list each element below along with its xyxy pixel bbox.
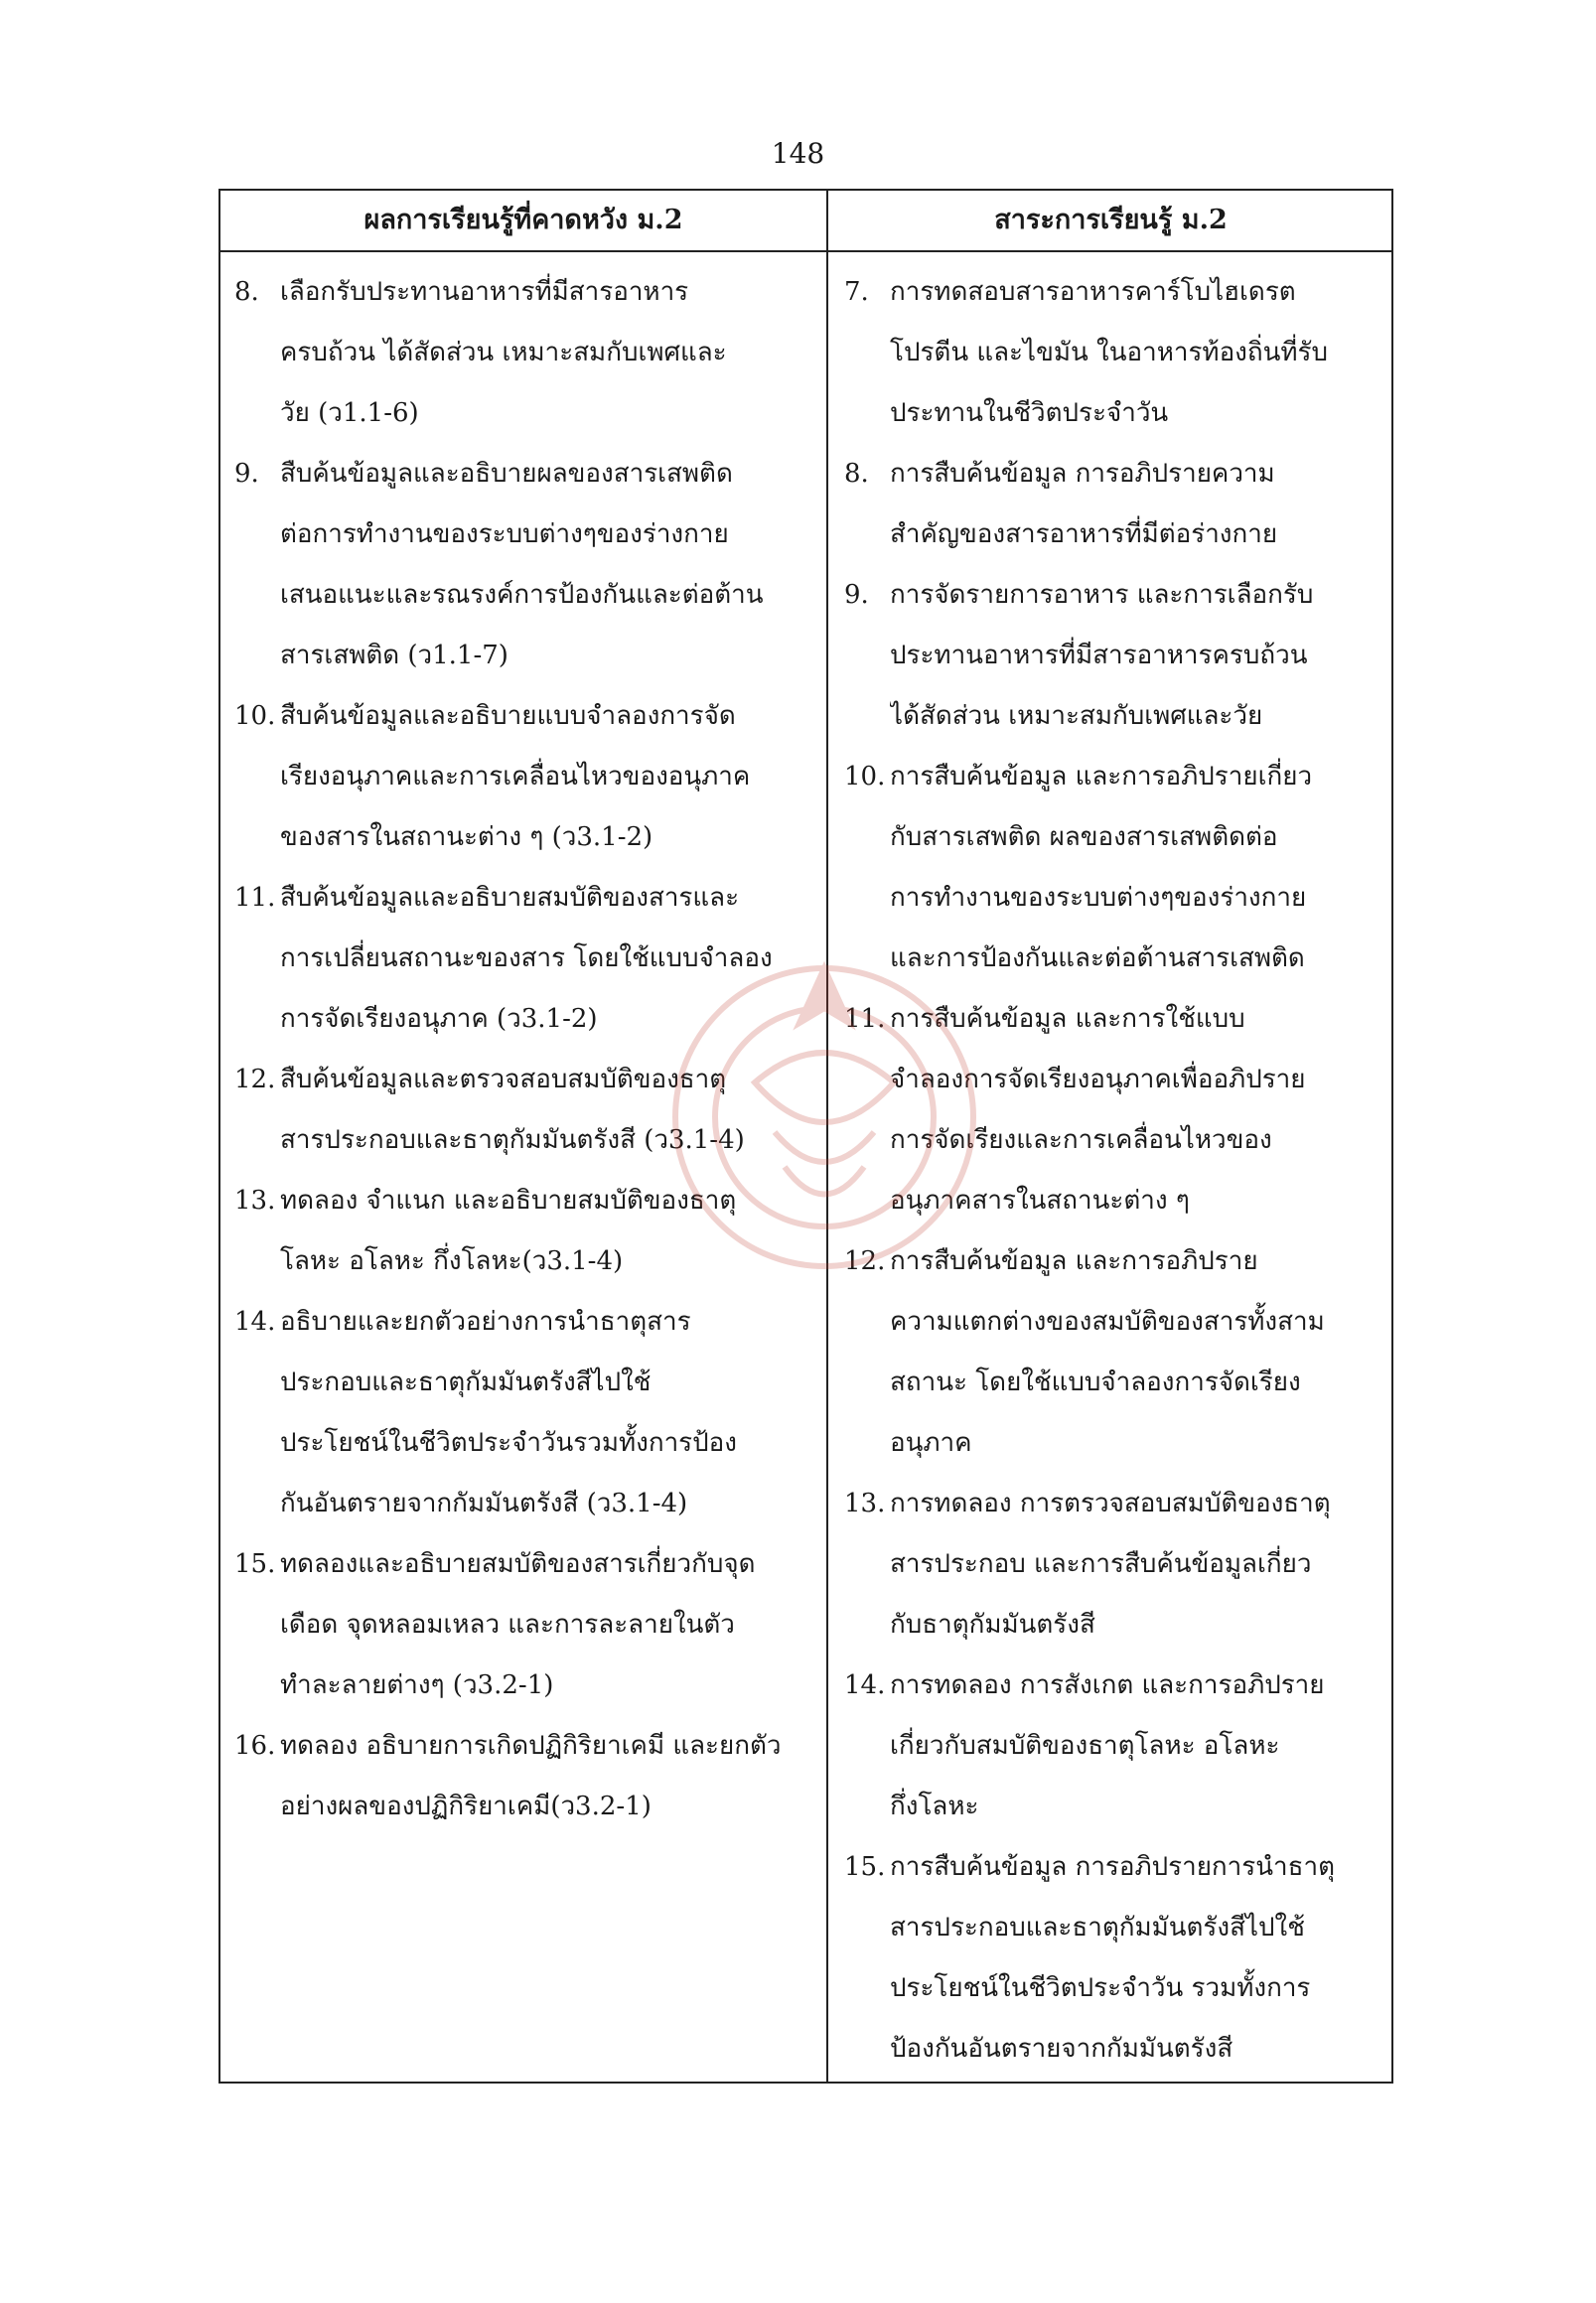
outcome-item-text-line: โลหะ อโลหะ กึ่งโลหะ(ว3.1-4) [280,1246,624,1276]
outcome-item-number: 8. [234,277,259,307]
content-item-text-line: การทำงานของระบบต่างๆของร่างกาย [890,883,1307,913]
curriculum-table [218,189,1393,2084]
outcome-item [234,1050,820,1171]
outcome-item-number: 15. [234,1549,276,1579]
outcome-item-text-line: สารเสพติด (ว1.1-7) [280,641,508,670]
content-item-text-line: ประทานอาหารที่มีสารอาหารครบถ้วน [890,641,1308,670]
content-item-text-line: การทดลอง การตรวจสอบสมบัติของธาตุ [890,1489,1331,1518]
outcome-item-text-line: ต่อการทำงานของระบบต่างๆของร่างกาย [280,519,729,549]
outcome-item-text-line: การเปลี่ยนสถานะของสาร โดยใช้แบบจำลอง [280,943,773,973]
outcome-item-text-line: ประโยชน์ในชีวิตประจำวันรวมทั้งการป้อง [280,1428,737,1458]
outcome-item-text-line: วัย (ว1.1-6) [280,398,419,428]
content-item-text-line: กับธาตุกัมมันตรังสี [890,1610,1095,1640]
content-item-text-line: การทดลอง การสังเกต และการอภิปราย [890,1670,1325,1700]
outcome-item-number: 12. [234,1065,276,1094]
header-expected-outcomes: ผลการเรียนรู้ที่คาดหวัง ม.2 [363,205,683,235]
content-item-text-line: อนุภาคสารในสถานะต่าง ๆ [890,1186,1190,1216]
content-item-number: 7. [844,277,869,307]
content-item [844,1231,1388,1474]
outcome-item-number: 16. [234,1731,276,1761]
content-item-text-line: ป้องกันอันตรายจากกัมมันตรังสี [890,2034,1233,2064]
content-item [844,1837,1388,2080]
outcome-item-text-line: ทดลองและอธิบายสมบัติของสารเกี่ยวกับจุด [280,1549,756,1579]
content-item-text-line: อนุภาค [890,1428,972,1458]
content-item-text-line: กับสารเสพติด ผลของสารเสพติดต่อ [890,822,1278,852]
content-item-text-line: การทดสอบสารอาหารคาร์โบไฮเดรต [890,277,1296,307]
content-item-text-line: ประทานในชีวิตประจำวัน [890,398,1169,428]
content-item-number: 13. [844,1489,886,1518]
content-item-number: 10. [844,762,886,792]
outcome-item-text-line: เรียงอนุภาคและการเคลื่อนไหวของอนุภาค [280,762,751,792]
outcome-item-number: 10. [234,701,276,731]
header-learning-content: สาระการเรียนรู้ ม.2 [994,205,1228,235]
outcome-item-number: 9. [234,459,259,489]
outcome-item [234,868,820,1050]
outcome-item-text-line: อย่างผลของปฏิกิริยาเคมี(ว3.2-1) [280,1792,652,1821]
outcome-item [234,686,820,868]
content-item [844,262,1388,444]
outcome-item-text-line: ทดลอง อธิบายการเกิดปฏิกิริยาเคมี และยกตัว [280,1731,782,1761]
content-item-text-line: จำลองการจัดเรียงอนุภาคเพื่ออภิปราย [890,1065,1306,1094]
content-item-number: 9. [844,580,869,610]
content-item-text-line: และการป้องกันและต่อต้านสารเสพติด [890,943,1305,973]
outcome-item-text-line: ประกอบและธาตุกัมมันตรังสีไปใช้ [280,1367,652,1397]
content-item-text-line: การสืบค้นข้อมูล การอภิปรายความ [890,459,1275,489]
outcome-item-text-line: ทำละลายต่างๆ (ว3.2-1) [280,1670,554,1700]
content-item-text-line: การสืบค้นข้อมูล การอภิปรายการนำธาตุ [890,1852,1335,1882]
table-header [220,191,1391,252]
column-divider [826,191,828,2082]
outcome-item-text-line: สืบค้นข้อมูลและตรวจสอบสมบัติของธาตุ [280,1065,727,1094]
content-item-text-line: กึ่งโลหะ [890,1792,979,1821]
outcome-item-number: 11. [234,883,276,913]
outcome-item-text-line: เลือกรับประทานอาหารที่มีสารอาหาร [280,277,689,307]
content-item [844,565,1388,747]
outcome-item [234,1716,820,1837]
content-item-number: 12. [844,1246,886,1276]
outcome-item-text-line: อธิบายและยกตัวอย่างการนำธาตุสาร [280,1307,691,1337]
outcome-item-text-line: การจัดเรียงอนุภาค (ว3.1-2) [280,1004,598,1034]
expected-outcomes-column [234,262,820,1837]
content-item-text-line: การจัดเรียงและการเคลื่อนไหวของ [890,1125,1272,1155]
content-item-text-line: สารประกอบ และการสืบค้นข้อมูลเกี่ยว [890,1549,1312,1579]
content-item-text-line: สถานะ โดยใช้แบบจำลองการจัดเรียง [890,1367,1301,1397]
content-item-text-line: การสืบค้นข้อมูล และการใช้แบบ [890,1004,1245,1034]
outcome-item [234,262,820,444]
outcome-item-number: 14. [234,1307,276,1337]
content-item [844,747,1388,989]
content-item-text-line: โปรตีน และไขมัน ในอาหารท้องถิ่นที่รับ [890,338,1328,367]
content-item-text-line: ได้สัดส่วน เหมาะสมกับเพศและวัย [890,701,1263,731]
outcome-item-text-line: ครบถ้วน ได้สัดส่วน เหมาะสมกับเพศและ [280,338,727,367]
outcome-item-text-line: เดือด จุดหลอมเหลว และการละลายในตัว [280,1610,735,1640]
content-item-text-line: เกี่ยวกับสมบัติของธาตุโลหะ อโลหะ [890,1731,1280,1761]
page-number: 148 [771,137,825,170]
content-item-text-line: ประโยชน์ในชีวิตประจำวัน รวมทั้งการ [890,1973,1311,2003]
outcome-item-text-line: ของสารในสถานะต่าง ๆ (ว3.1-2) [280,822,653,852]
outcome-item-text-line: กันอันตรายจากกัมมันตรังสี (ว3.1-4) [280,1489,688,1518]
content-item-text-line: การสืบค้นข้อมูล และการอภิปรายเกี่ยว [890,762,1313,792]
content-item-text-line: การสืบค้นข้อมูล และการอภิปราย [890,1246,1258,1276]
content-item-number: 14. [844,1670,886,1700]
outcome-item [234,444,820,686]
learning-content-column [844,262,1388,2080]
content-item-text-line: สำคัญของสารอาหารที่มีต่อร่างกาย [890,519,1278,549]
content-item-text-line: การจัดรายการอาหาร และการเลือกรับ [890,580,1314,610]
outcome-item [234,1171,820,1292]
content-item-number: 15. [844,1852,886,1882]
outcome-item-text-line: ทดลอง จำแนก และอธิบายสมบัติของธาตุ [280,1186,737,1216]
outcome-item-text-line: สืบค้นข้อมูลและอธิบายผลของสารเสพติด [280,459,733,489]
content-item [844,444,1388,565]
content-item-text-line: สารประกอบและธาตุกัมมันตรังสีไปใช้ [890,1913,1305,1943]
outcome-item-text-line: สืบค้นข้อมูลและอธิบายแบบจำลองการจัด [280,701,736,731]
content-item-number: 8. [844,459,869,489]
outcome-item-number: 13. [234,1186,276,1216]
content-item [844,989,1388,1231]
outcome-item [234,1534,820,1716]
content-item [844,1474,1388,1655]
content-item-number: 11. [844,1004,886,1034]
content-item-text-line: ความแตกต่างของสมบัติของสารทั้งสาม [890,1307,1325,1337]
outcome-item-text-line: สารประกอบและธาตุกัมมันตรังสี (ว3.1-4) [280,1125,745,1155]
outcome-item [234,1292,820,1534]
outcome-item-text-line: สืบค้นข้อมูลและอธิบายสมบัติของสารและ [280,883,740,913]
content-item [844,1655,1388,1837]
outcome-item-text-line: เสนอแนะและรณรงค์การป้องกันและต่อต้าน [280,580,764,610]
